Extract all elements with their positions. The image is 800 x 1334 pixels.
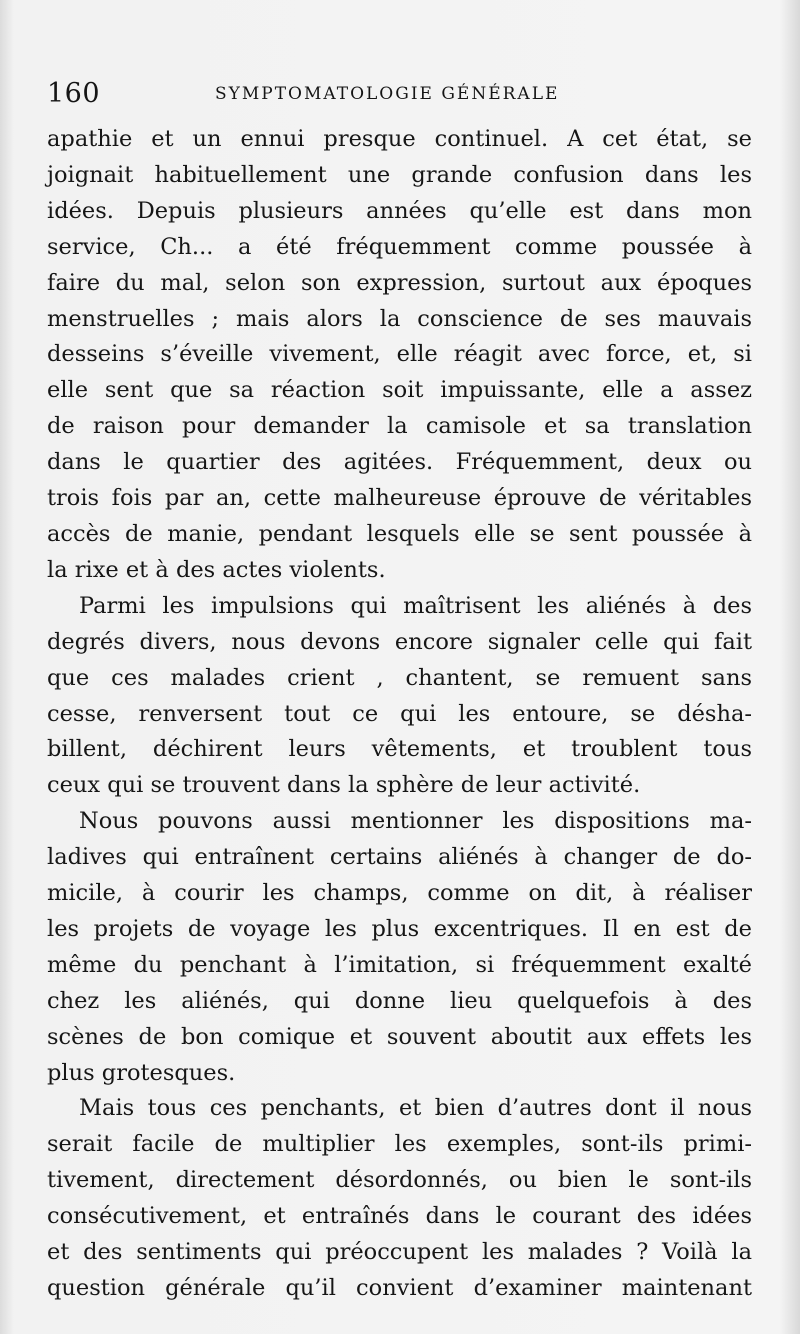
page-number: 160 (47, 78, 101, 109)
text-line: micile, à courir les champs, comme on dit, à réaliser (47, 880, 752, 907)
text-line: faire du mal, selon son expression, surtout aux époques (47, 269, 752, 296)
text-line: serait facile de multiplier les exemples, sont-ils primi- (47, 1131, 752, 1158)
text-line: même du penchant à l’imitation, si fréquemment exalté (47, 951, 752, 978)
text-line: question générale qu’il convient d’examiner maintenant (47, 1275, 752, 1301)
text-line: ceux qui se trouvent dans la sphère de leur activité. (47, 772, 641, 799)
paragraph-2 (47, 589, 752, 804)
text-line: desseins s’éveille vivement, elle réagit avec force, et, si (47, 341, 752, 368)
text-line: idées. Depuis plusieurs années qu’elle est dans mon (47, 197, 752, 224)
text-line: Parmi les impulsions qui maîtrisent les aliénés à des (79, 592, 752, 619)
paragraph-3 (47, 804, 752, 1091)
text-line: la rixe et à des actes violents. (47, 556, 386, 583)
text-line: ladives qui entraînent certains aliénés à changer de do- (47, 844, 752, 871)
paragraph-1 (47, 122, 752, 589)
text-line: billent, déchirent leurs vêtements, et troublent tous (47, 736, 752, 763)
text-line: Mais tous ces penchants, et bien d’autres dont il nous (79, 1095, 752, 1122)
text-line: de raison pour demander la camisole et sa translation (47, 413, 752, 440)
text-line: service, Ch... a été fréquemment comme poussée à (47, 233, 752, 260)
text-line: les projets de voyage les plus excentriques. Il en est de (47, 915, 752, 942)
running-head: SYMPTOMATOLOGIE GÉNÉRALE (215, 84, 560, 104)
text-line: degrés divers, nous devons encore signaler celle qui fait (47, 628, 752, 655)
text-line: scènes de bon comique et souvent aboutit aux effets les (47, 1023, 752, 1050)
page-header (47, 78, 752, 114)
text-line: elle sent que sa réaction soit impuissante, elle a assez (47, 377, 752, 404)
text-line: tivement, directement désordonnés, ou bien le sont-ils (47, 1167, 752, 1194)
text-line: trois fois par an, cette malheureuse éprouve de véritables (47, 485, 752, 512)
text-line: dans le quartier des agitées. Fréquemment, deux ou (47, 449, 752, 476)
text-line: et des sentiments qui préoccupent les malades ? Voilà la (47, 1239, 752, 1266)
text-line: apathie et un ennui presque continuel. A cet état, se (47, 126, 752, 152)
text-line: que ces malades crient , chantent, se remuent sans (47, 664, 752, 691)
text-line: consécutivement, et entraînés dans le courant des idées (47, 1203, 752, 1230)
text-line: accès de manie, pendant lesquels elle se sent poussée à (47, 520, 752, 547)
text-line: plus grotesques. (47, 1059, 236, 1086)
text-line: cesse, renversent tout ce qui les entoure, se désha- (47, 700, 752, 727)
text-line: chez les aliénés, qui donne lieu quelquefois à des (47, 987, 752, 1014)
text-line: joignait habituellement une grande confusion dans les (47, 161, 752, 188)
body-text (47, 122, 752, 1307)
paragraph-4 (47, 1091, 752, 1306)
text-line: Nous pouvons aussi mentionner les dispositions ma- (79, 808, 752, 835)
text-line: menstruelles ; mais alors la conscience de ses mauvais (47, 305, 752, 332)
